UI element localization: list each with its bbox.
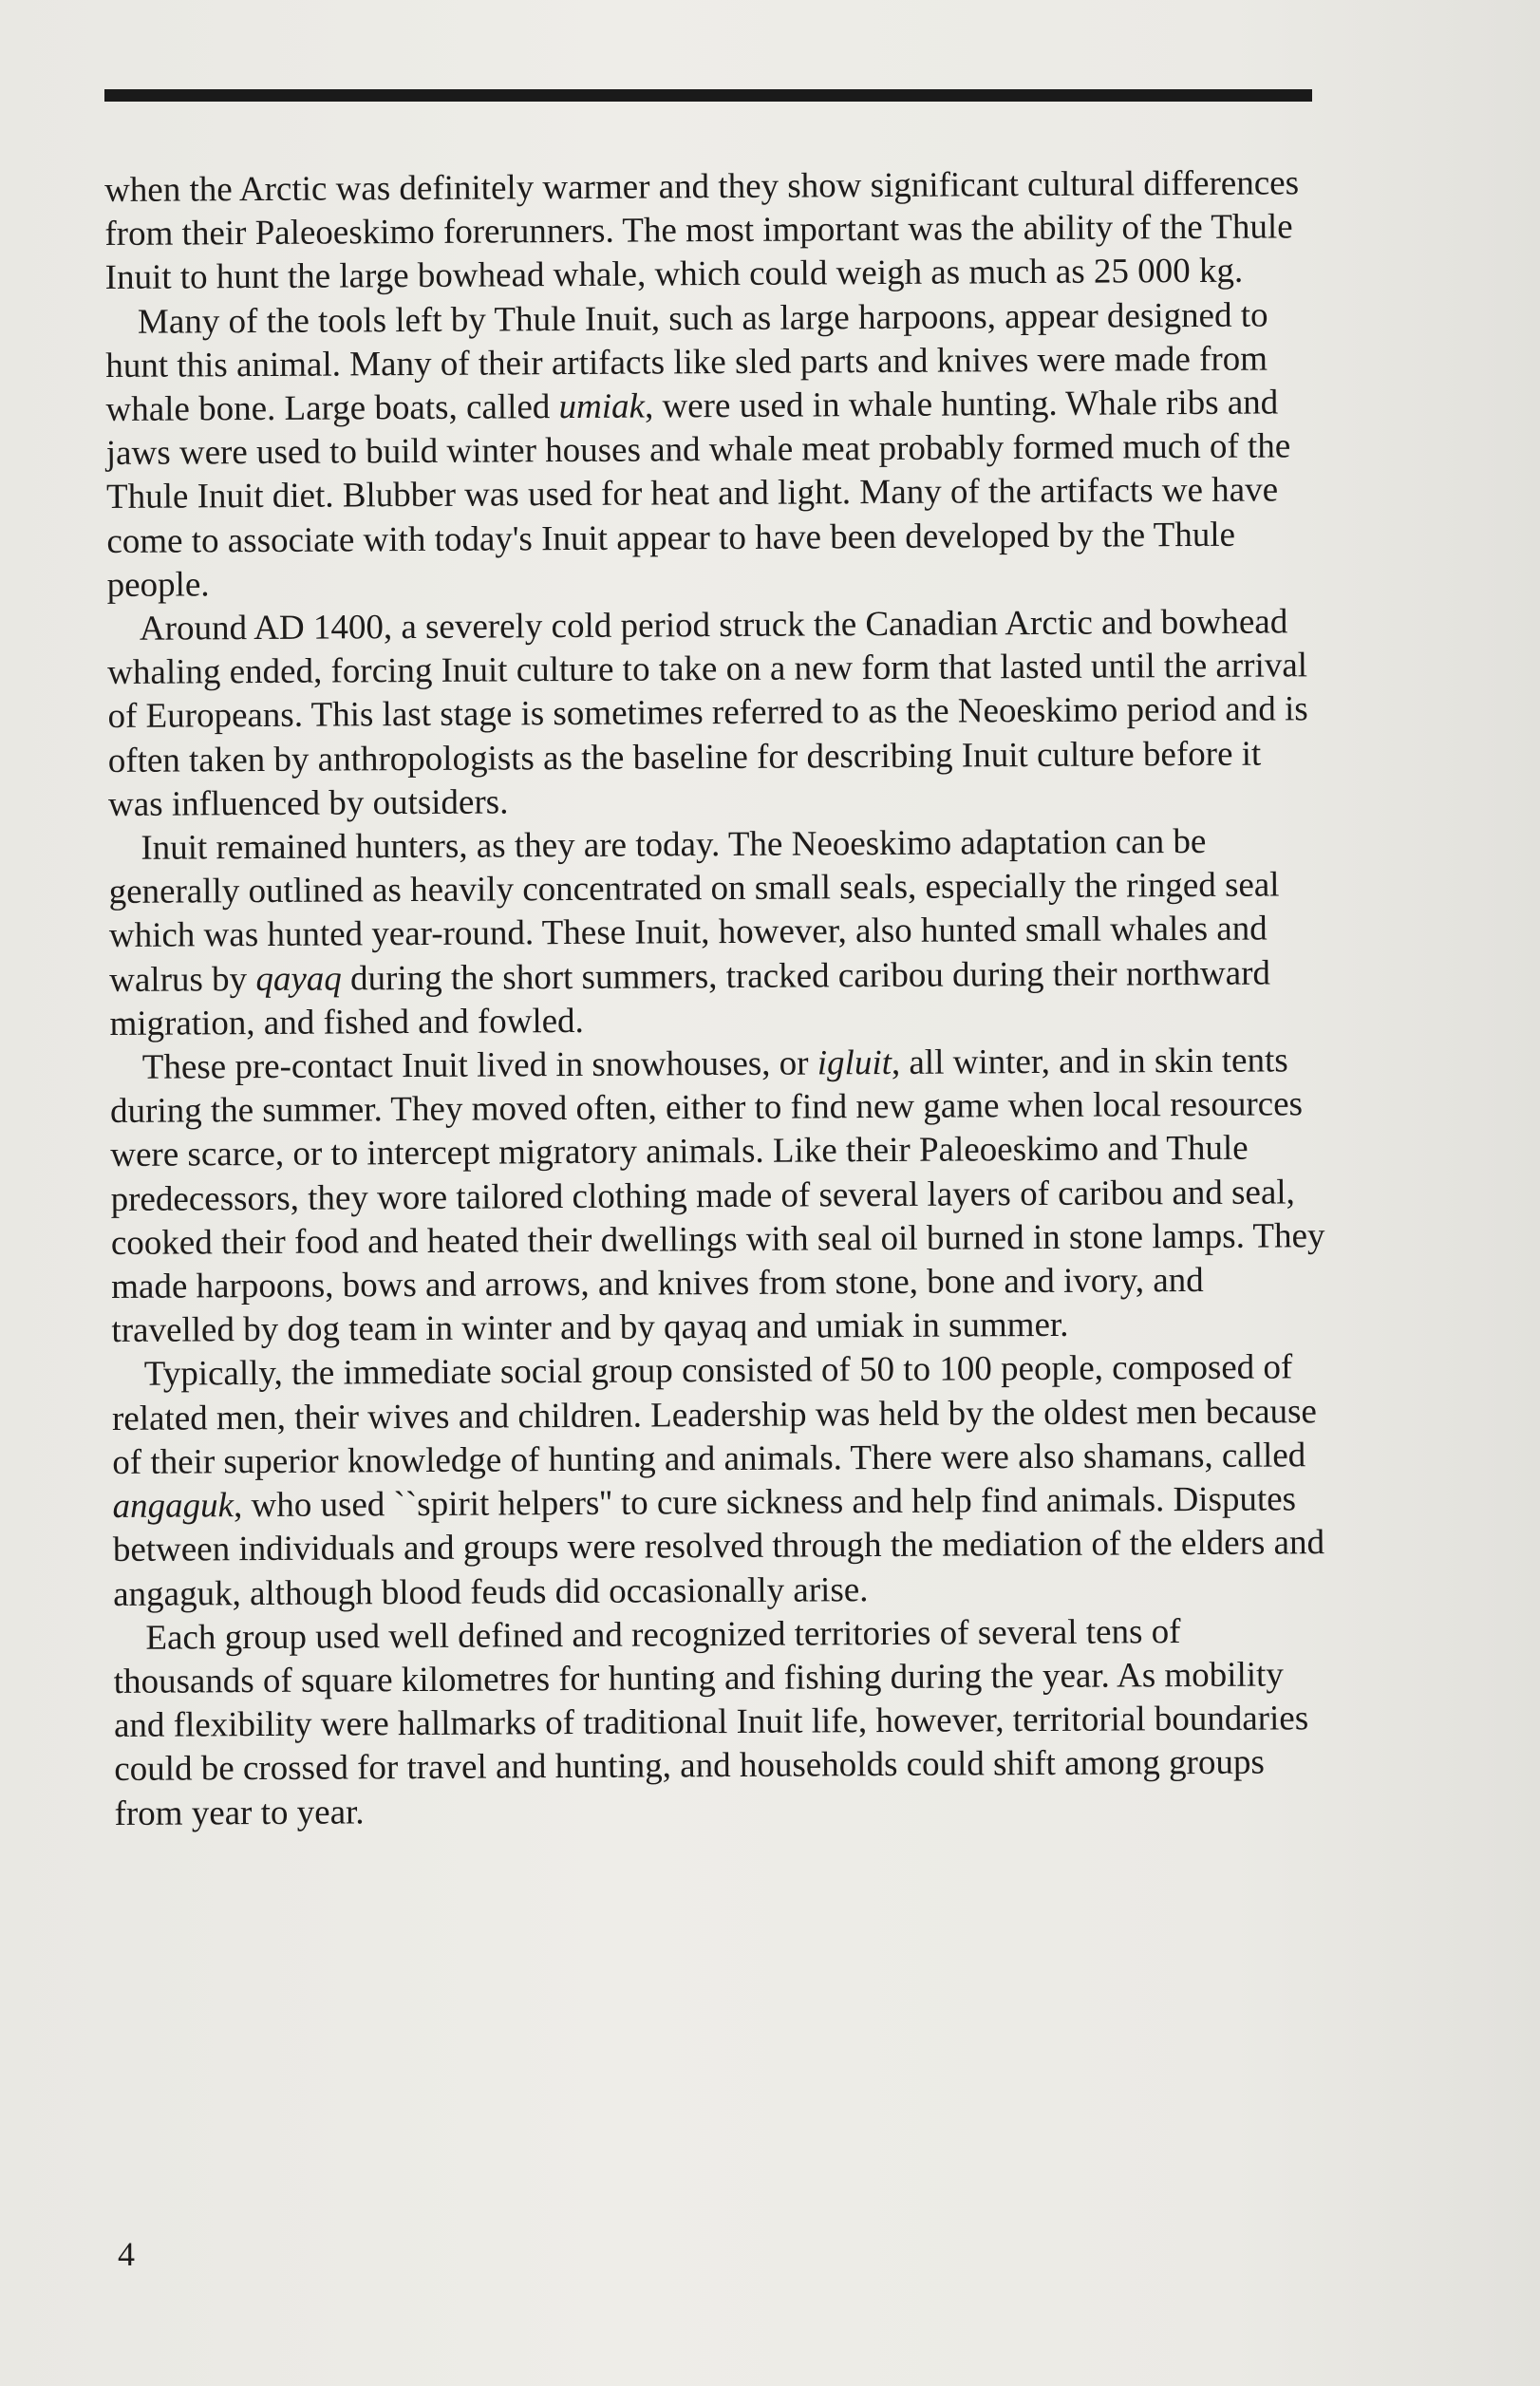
text-segment: Typically, the immediate social group consisted of 50 to 100 people, composed of related men, their wives and children. Leadership was held by the oldest men because of their superior knowledge of hunting and animals. There were also shamans, called — [111, 1347, 1318, 1482]
paragraph — [113, 1609, 1329, 1836]
text-segment: These pre-contact Inuit lived in snowhouses, or — [141, 1043, 817, 1087]
italic-term: umiak — [558, 386, 646, 427]
text-segment: , all winter, and in skin tents during the summer. They moved often, either to find new game when local resources were scarce, or to intercept migratory animals. Like their Paleoeskimo and Thule predecessors, they wore tailored clothing made of several layers of caribou and seal, cooked their food and heated their dwellings with seal oil burned in stone lamps. They made harpoons, bows and arrows, and knives from stone, bone and ivory, and travelled by dog team in winter and by qayaq and umiak in summer. — [109, 1041, 1325, 1351]
italic-term: angaguk — [112, 1486, 235, 1527]
paragraph — [104, 161, 1321, 300]
body-text — [104, 161, 1330, 1836]
text-segment: , were used in whale hunting. Whale ribs and jaws were used to build winter houses and whale meat probably formed much of the Thule Inuit diet. Blubber was used for heat and light. Many of the artifacts we have come to associate with today's Inuit appear to have been developed by the Thule people. — [105, 383, 1291, 605]
text-segment: during the short summers, tracked caribou during their northward migration, and fished and fowled. — [109, 953, 1271, 1043]
italic-term: qayaq — [255, 959, 342, 999]
paragraph — [110, 1039, 1327, 1353]
text-segment: Around AD 1400, a severely cold period struck the Canadian Arctic and bowhead whaling ended, forcing Inuit culture to take on a new form that lasted until the arrival of Europeans. This last stage is sometimes referred to as the Neoeskimo period and is often taken by anthropologists as the baseline for describing Inuit culture before it was influenced by outsiders. — [107, 602, 1308, 824]
paragraph — [105, 293, 1323, 608]
italic-term: igluit — [817, 1043, 892, 1083]
text-segment: Many of the tools left by Thule Inuit, such as large harpoons, appear designed to hunt this animal. Many of their artifacts like sled parts and knives were made from whale bone. Large boats, called — [105, 295, 1268, 430]
paragraph — [107, 600, 1324, 827]
paragraph — [108, 819, 1324, 1046]
text-segment: Inuit remained hunters, as they are today. The Neoeskimo adaptation can be generally outlined as heavily concentrated on small seals, especially the ringed seal which was hunted year-round. These Inuit, however, also hunted small whales and walrus by — [108, 821, 1280, 1000]
paragraph — [112, 1346, 1329, 1617]
text-segment: , who used ``spirit helpers'' to cure sickness and help find animals. Disputes between individuals and groups were resolved through the mediation of the elders and angaguk, although blood feuds did occasionally arise. — [112, 1479, 1325, 1614]
text-segment: Each group used well defined and recognized territories of several tens of thousands of square kilometres for hunting and fishing during the year. As mobility and flexibility were hallmarks of traditional Inuit life, however, territorial boundaries could be crossed for travel and hunting, and households could shift among groups from year to year. — [113, 1611, 1309, 1833]
header-rule — [104, 89, 1312, 102]
page-number: 4 — [118, 2235, 135, 2273]
text-segment: when the Arctic was definitely warmer and they show significant cultural differences from their Paleoeskimo forerunners. The most important was the ability of the Thule Inuit to hunt the large bowhead whale, which could weigh as much as 25 000 kg. — [104, 163, 1300, 298]
